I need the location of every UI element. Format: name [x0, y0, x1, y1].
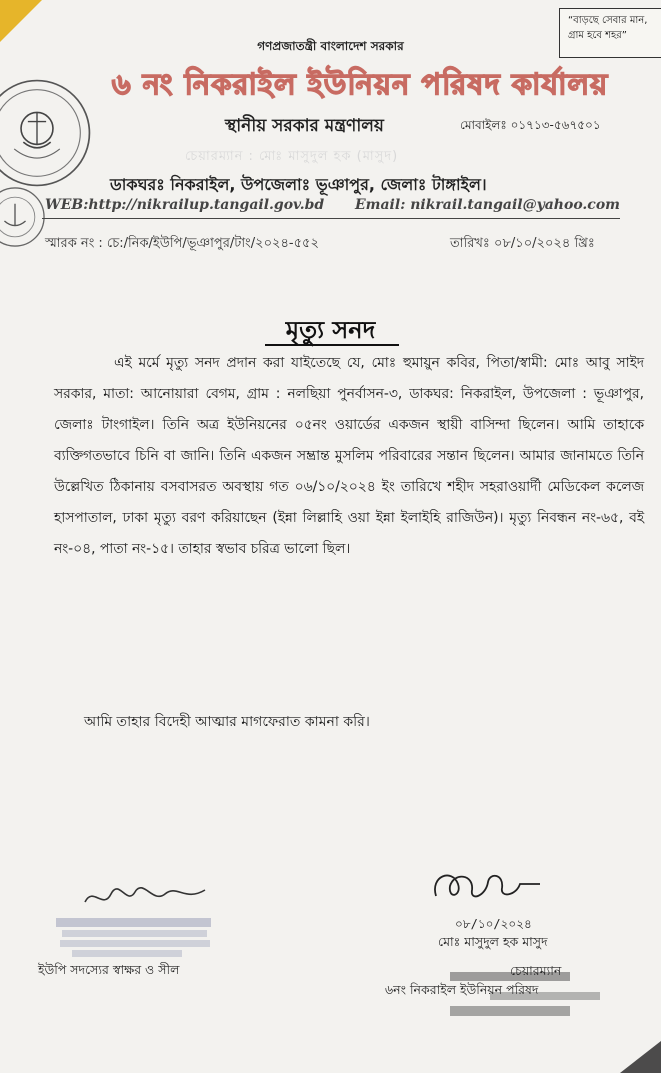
website-url: WEB:http://nikrailup.tangail.gov.bd: [45, 197, 325, 213]
email-address: Email: nikrail.tangail@yahoo.com: [355, 197, 620, 213]
ministry-name: স্থানীয় সরকার মন্ত্রণালয়: [225, 116, 384, 136]
certificate-body: এই মর্মে মৃত্যু সনদ প্রদান করা যাইতেছে যে, মোঃ হুমায়ুন কবির, পিতা/স্বামী: মোঃ আবু সাইদ সরকার, মাতা: আনোয়ারা বেগম, গ্রাম : নলছিয়া পুনর্বাসন-৩, ডাকঘর: নিকরাইল, উপজেলা : ভূঞাপুর, জেলাঃ টাংগাইল। তিনি অত্র ইউনিয়নের ০৫নং ওয়ার্ডের একজন স্থায়ী বাসিন্দা ছিলেন। আমি তাহাকে ব্যক্তিগতভাবে চিনি বা জানি। তিনি একজন সম্ভ্রান্ত মুসলিম পরিবারের সন্তান ছিলেন। আমার জানামতে তিনি উল্লেখিত ঠিকানায় বসবাসরত অবস্থায় গত ০৬/১০/২০২৪ ইং তারিখে শহীদ সহরাওয়ার্দী মেডিকেল কলেজ হাসপাতাল, ঢাকা মৃত্যু বরণ করিয়াছেন (ইন্না লিল্লাহি ওয়া ইন্না ইলাইহি রাজিউন)। মৃত্যু নিবন্ধন নং-৬৫, বই নং-০৪, পাতা নং-১৫। তাহার স্বভাব চরিত্র ভালো ছিল।: [54, 355, 644, 557]
memo-number: স্মারক নং : চে:/নিক/ইউপি/ভূঞাপুর/টাং/২০২৪-৫৫২: [45, 236, 319, 251]
issue-date: তারিখঃ ০৮/১০/২০২৪ খ্রিঃ: [450, 236, 595, 251]
prayer-line: আমি তাহার বিদেহী আত্মার মাগফেরাত কামনা করি।: [84, 714, 370, 730]
title-underline: [265, 344, 399, 346]
chairman-title: চেয়ারম্যান: [510, 963, 562, 978]
page-shadow-corner: [600, 1036, 661, 1073]
chairman-name: মোঃ মাসুদুল হক মাসুদ: [438, 934, 548, 949]
header-divider: [42, 218, 620, 219]
chairman-signature-icon: [428, 866, 548, 906]
slogan-box: “বাড়ছে সেবার মান, গ্রাম হবে শহর”: [559, 8, 661, 58]
member-seal-stamp-icon: [52, 914, 217, 960]
document-title: মৃত্যু সনদ: [285, 316, 376, 344]
member-signature-caption: ইউপি সদস্যের স্বাক্ষর ও সীল: [38, 962, 180, 977]
chairman-union: ৬নং নিকরাইল ইউনিয়ন পরিষদ: [385, 982, 539, 997]
postal-address: ডাকঘরঃ নিকরাইল, উপজেলাঃ ভূঞাপুর, জেলাঃ টাঙ্গাইল।: [110, 175, 487, 194]
folded-corner: [0, 0, 42, 42]
chairman-sign-date: ০৮/১০/২০২৪: [455, 917, 532, 931]
mobile-number: মোবাইলঃ ০১৭১৩-৫৬৭৫০১: [460, 118, 601, 132]
member-signature-icon: [75, 880, 225, 914]
chairman-watermark: চেয়ারম্যান : মোঃ মাসুদুল হক (মাসুদ): [185, 149, 399, 164]
union-parishad-seal-icon: [0, 184, 48, 250]
office-name: ৬ নং নিকরাইল ইউনিয়ন পরিষদ কার্যালয়: [111, 67, 609, 101]
government-heading: গণপ্রজাতন্ত্রী বাংলাদেশ সরকার: [257, 39, 404, 53]
